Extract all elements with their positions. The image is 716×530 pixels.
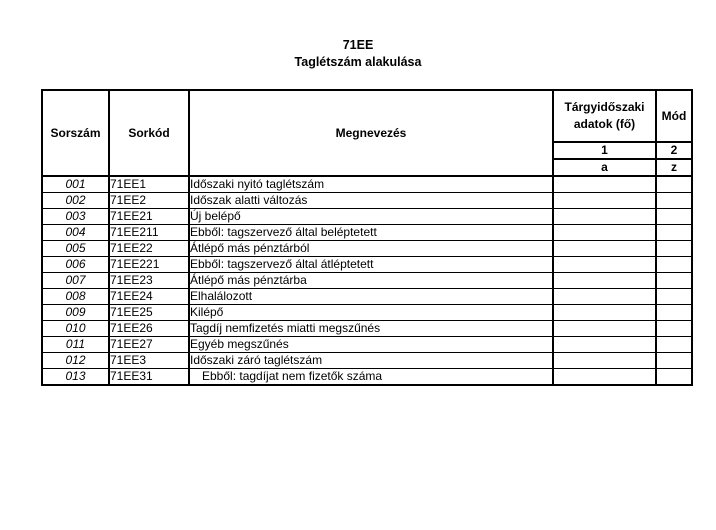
row-sorkod: 71EE1 [109,176,189,193]
row-mode-input[interactable] [656,369,692,386]
data-table [41,89,693,386]
row-megnevezes: Ebből: tagszervező által beléptetett [189,225,553,241]
row-value-input[interactable] [553,193,656,209]
row-mode-input[interactable] [656,209,692,225]
table-row [42,209,692,225]
row-value-input[interactable] [553,289,656,305]
row-value-input[interactable] [553,305,656,321]
col-number-targyidoszaki: 1 [553,142,656,159]
col-header-sorszam: Sorszám [42,90,109,176]
row-megnevezes: Egyéb megszűnés [189,337,553,353]
row-megnevezes: Időszaki nyitó taglétszám [189,176,553,193]
row-mode-input[interactable] [656,176,692,193]
row-megnevezes: Átlépő más pénztárba [189,273,553,289]
row-sorkod: 71EE31 [109,369,189,386]
row-mode-input[interactable] [656,353,692,369]
row-megnevezes: Időszak alatti változás [189,193,553,209]
row-sorkod: 71EE27 [109,337,189,353]
row-megnevezes: Elhalálozott [189,289,553,305]
row-mode-input[interactable] [656,273,692,289]
row-value-input[interactable] [553,257,656,273]
row-mode-input[interactable] [656,257,692,273]
row-megnevezes: Ebből: tagszervező által átléptetett [189,257,553,273]
col-header-targyidoszaki: Tárgyidőszaki adatok (fő) [553,90,656,142]
row-sorszam: 007 [42,273,109,289]
row-sorszam: 008 [42,289,109,305]
col-letter-targyidoszaki: a [553,159,656,176]
table-row [42,353,692,369]
row-sorszam: 009 [42,305,109,321]
row-sorkod: 71EE21 [109,209,189,225]
row-sorkod: 71EE24 [109,289,189,305]
table-row [42,369,692,386]
table-row [42,176,692,193]
row-sorszam: 003 [42,209,109,225]
row-value-input[interactable] [553,225,656,241]
table-row [42,273,692,289]
row-sorkod: 71EE221 [109,257,189,273]
table-row [42,257,692,273]
row-mode-input[interactable] [656,241,692,257]
col-letter-mod: z [656,159,692,176]
row-sorkod: 71EE3 [109,353,189,369]
row-megnevezes: Ebből: tagdíjat nem fizetők száma [189,369,553,386]
row-mode-input[interactable] [656,193,692,209]
row-value-input[interactable] [553,241,656,257]
table-row [42,241,692,257]
row-sorszam: 011 [42,337,109,353]
row-mode-input[interactable] [656,321,692,337]
row-sorszam: 001 [42,176,109,193]
row-sorkod: 71EE25 [109,305,189,321]
col-number-mod: 2 [656,142,692,159]
table-row [42,289,692,305]
row-sorszam: 012 [42,353,109,369]
row-value-input[interactable] [553,321,656,337]
row-mode-input[interactable] [656,305,692,321]
report-title: Taglétszám alakulása [294,55,422,69]
row-megnevezes: Átlépő más pénztárból [189,241,553,257]
col-header-sorkod: Sorkód [109,90,189,176]
row-sorszam: 010 [42,321,109,337]
table-row [42,337,692,353]
row-megnevezes: Új belépő [189,209,553,225]
row-mode-input[interactable] [656,225,692,241]
row-sorkod: 71EE23 [109,273,189,289]
report-code: 71EE [342,38,374,52]
row-value-input[interactable] [553,176,656,193]
row-value-input[interactable] [553,369,656,386]
row-sorkod: 71EE22 [109,241,189,257]
col-header-megnevezes: Megnevezés [189,90,553,176]
row-value-input[interactable] [553,209,656,225]
row-megnevezes: Időszaki záró taglétszám [189,353,553,369]
row-sorszam: 005 [42,241,109,257]
row-sorszam: 006 [42,257,109,273]
row-mode-input[interactable] [656,337,692,353]
row-value-input[interactable] [553,273,656,289]
row-mode-input[interactable] [656,289,692,305]
row-value-input[interactable] [553,337,656,353]
table-row [42,225,692,241]
row-sorkod: 71EE2 [109,193,189,209]
row-megnevezes: Tagdíj nemfizetés miatti megszűnés [189,321,553,337]
row-sorszam: 004 [42,225,109,241]
col-header-mod: Mód [656,90,692,142]
row-megnevezes: Kilépő [189,305,553,321]
row-value-input[interactable] [553,353,656,369]
row-sorszam: 002 [42,193,109,209]
table-row [42,305,692,321]
table-row [42,321,692,337]
row-sorkod: 71EE211 [109,225,189,241]
row-sorszam: 013 [42,369,109,386]
row-sorkod: 71EE26 [109,321,189,337]
table-row [42,193,692,209]
